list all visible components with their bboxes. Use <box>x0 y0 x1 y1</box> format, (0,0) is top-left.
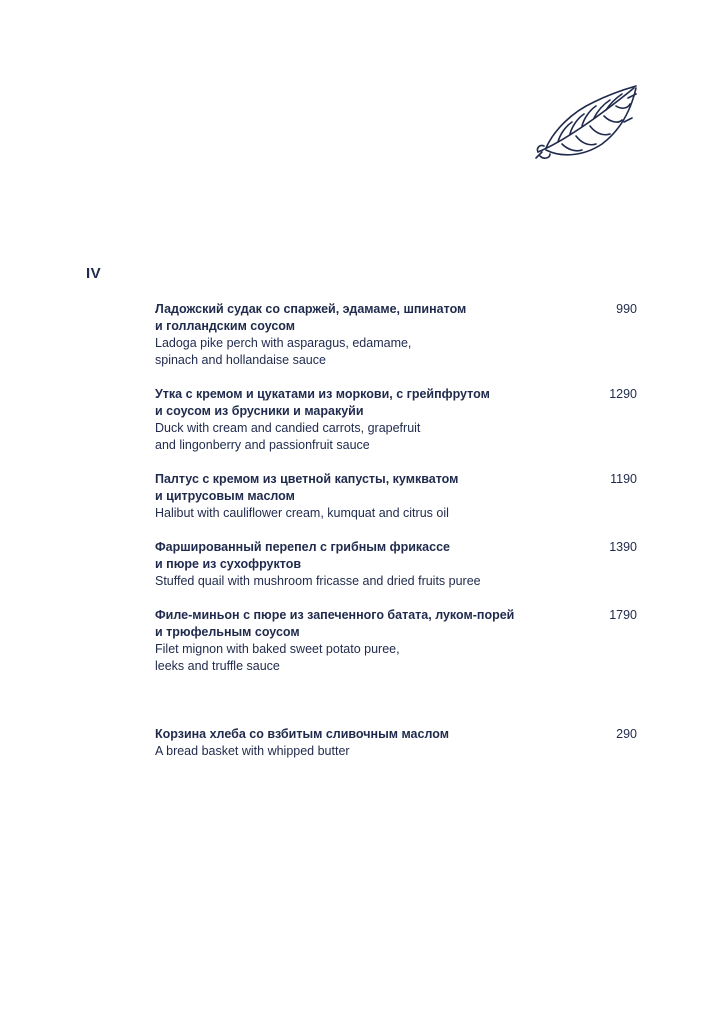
dish-name-ru: Фаршированный перепел с грибным фрикассе и пюре из сухофруктов <box>155 540 450 571</box>
feather-icon <box>532 78 644 170</box>
dish-price: 290 <box>616 727 637 741</box>
dish-price: 1190 <box>610 472 637 486</box>
dish-name-en: Duck with cream and candied carrots, grapefruit and lingonberry and passionfruit sauce <box>155 421 421 452</box>
dish-name-en: Halibut with cauliflower cream, kumquat and citrus oil <box>155 506 449 520</box>
dish-name-en: Ladoga pike perch with asparagus, edamame, spinach and hollandaise sauce <box>155 336 412 367</box>
menu-item <box>155 726 640 760</box>
dish-name-ru: Корзина хлеба со взбитым сливочным маслом <box>155 727 449 741</box>
menu-item <box>155 386 640 454</box>
dish-name-en: A bread basket with whipped butter <box>155 744 350 758</box>
menu-item <box>155 301 640 369</box>
menu-item <box>155 607 640 675</box>
menu-item <box>155 471 640 522</box>
dish-name-ru: Утка с кремом и цукатами из моркови, с грейпфрутом и соусом из брусники и маракуйи <box>155 387 490 418</box>
dish-name-en: Filet mignon with baked sweet potato puree, leeks and truffle sauce <box>155 642 400 673</box>
dish-name-ru: Палтус с кремом из цветной капусты, кумкватом и цитрусовым маслом <box>155 472 459 503</box>
dish-price: 1390 <box>609 540 637 554</box>
section-number: IV <box>86 265 102 282</box>
dish-price: 1790 <box>609 608 637 622</box>
dish-name-en: Stuffed quail with mushroom fricasse and dried fruits puree <box>155 574 481 588</box>
dish-name-ru: Филе-миньон с пюре из запеченного батата, луком-порей и трюфельным соусом <box>155 608 515 639</box>
menu-item <box>155 539 640 590</box>
dish-price: 990 <box>616 302 637 316</box>
dish-name-ru: Ладожский судак со спаржей, эдамаме, шпинатом и голландским соусом <box>155 302 467 333</box>
dish-price: 1290 <box>609 387 637 401</box>
